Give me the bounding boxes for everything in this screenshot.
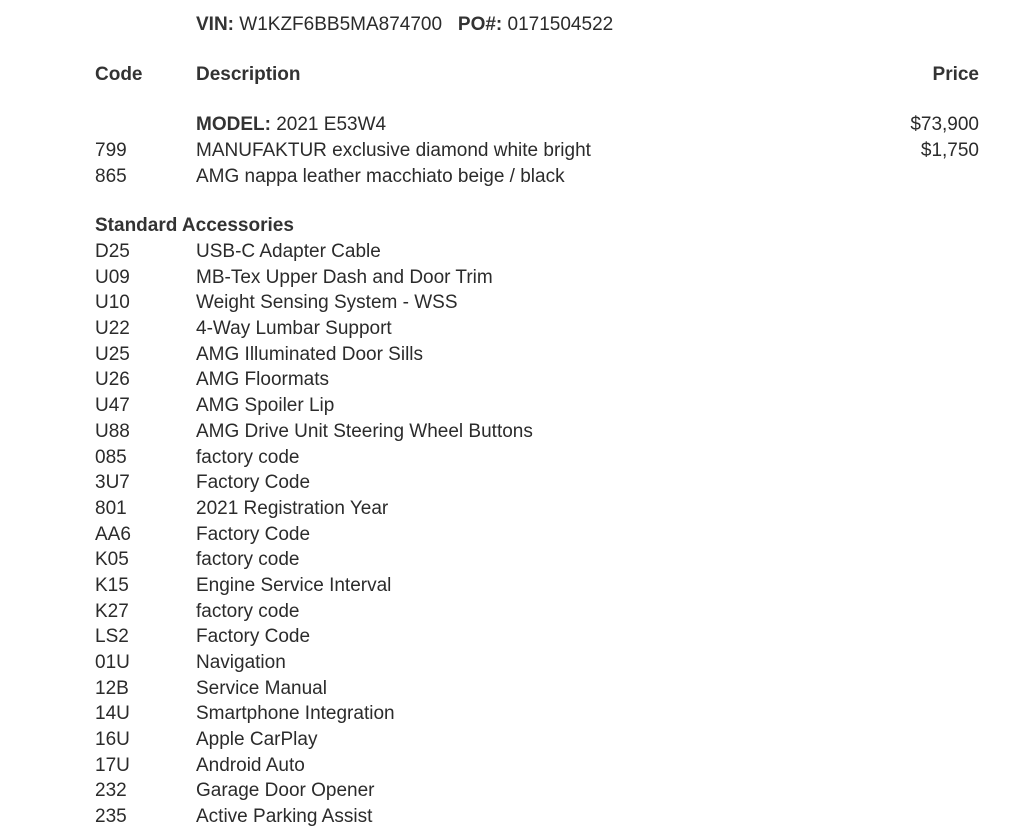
list-item xyxy=(0,729,1024,755)
list-item xyxy=(0,447,1024,473)
list-item xyxy=(0,524,1024,550)
vin-po-line xyxy=(196,14,613,36)
column-header-description: Description xyxy=(196,64,301,85)
list-item xyxy=(0,267,1024,293)
accessory-description: 4-Way Lumbar Support xyxy=(196,318,392,340)
option-description: AMG nappa leather macchiato beige / black xyxy=(196,166,565,187)
list-item xyxy=(0,652,1024,678)
accessory-code: 16U xyxy=(95,729,130,751)
accessory-code: K27 xyxy=(95,600,129,622)
list-item xyxy=(0,344,1024,370)
po-value: 0171504522 xyxy=(507,14,614,35)
list-item xyxy=(0,703,1024,729)
accessory-code: 3U7 xyxy=(95,472,130,494)
list-item xyxy=(0,806,1024,832)
option-row xyxy=(0,140,1024,166)
option-code: 865 xyxy=(95,166,127,187)
accessory-code: AA6 xyxy=(95,523,131,545)
accessory-description: USB-C Adapter Cable xyxy=(196,241,381,262)
accessory-code: U47 xyxy=(95,395,130,417)
accessory-description: factory code xyxy=(196,600,300,622)
accessory-description: Service Manual xyxy=(196,677,327,699)
accessory-description: Smartphone Integration xyxy=(196,703,395,725)
list-item xyxy=(0,755,1024,781)
accessory-code: K15 xyxy=(95,574,129,596)
list-item xyxy=(0,472,1024,498)
model-price: $73,900 xyxy=(910,114,979,135)
list-item xyxy=(0,780,1024,806)
model-label: MODEL: xyxy=(196,114,271,135)
accessory-code: U26 xyxy=(95,369,130,391)
accessory-code: U88 xyxy=(95,420,130,442)
accessory-description: Active Parking Assist xyxy=(196,806,373,828)
accessory-code: 14U xyxy=(95,703,130,725)
model-row xyxy=(0,114,1024,140)
accessory-code: D25 xyxy=(95,241,130,262)
option-code: 799 xyxy=(95,140,127,161)
list-item xyxy=(0,549,1024,575)
list-item xyxy=(0,241,1024,267)
list-item xyxy=(0,369,1024,395)
accessory-description: Engine Service Interval xyxy=(196,574,392,596)
column-header-price: Price xyxy=(932,64,979,85)
accessory-description: AMG Drive Unit Steering Wheel Buttons xyxy=(196,420,533,442)
accessory-description: Factory Code xyxy=(196,523,311,545)
option-description: MANUFAKTUR exclusive diamond white bright xyxy=(196,140,591,161)
standard-accessories-list xyxy=(0,241,1024,832)
list-item xyxy=(0,626,1024,652)
accessory-description: AMG Floormats xyxy=(196,369,330,391)
accessory-description: Factory Code xyxy=(196,472,311,494)
accessory-description: factory code xyxy=(196,446,300,468)
accessory-description: MB-Tex Upper Dash and Door Trim xyxy=(196,266,493,288)
list-item xyxy=(0,395,1024,421)
list-item xyxy=(0,678,1024,704)
accessory-description: Navigation xyxy=(196,652,286,673)
accessory-description: AMG Spoiler Lip xyxy=(196,395,335,417)
vin-label: VIN: xyxy=(196,14,234,35)
list-item xyxy=(0,292,1024,318)
list-item xyxy=(0,318,1024,344)
accessory-code: 232 xyxy=(95,780,127,802)
standard-accessories-title: Standard Accessories xyxy=(95,215,294,236)
accessory-code: LS2 xyxy=(95,626,129,648)
accessory-code: 17U xyxy=(95,754,130,776)
accessory-code: 235 xyxy=(95,806,127,828)
po-label: PO#: xyxy=(457,14,503,35)
accessory-code: 801 xyxy=(95,497,127,519)
accessory-description: 2021 Registration Year xyxy=(196,497,389,519)
accessory-description: Android Auto xyxy=(196,754,305,776)
accessory-description: Weight Sensing System - WSS xyxy=(196,292,458,314)
accessory-description: Garage Door Opener xyxy=(196,780,375,802)
column-header-code: Code xyxy=(95,64,143,85)
accessory-code: U22 xyxy=(95,318,130,340)
list-item xyxy=(0,498,1024,524)
accessory-code: U10 xyxy=(95,292,130,314)
accessory-description: Factory Code xyxy=(196,626,311,648)
accessory-code: U09 xyxy=(95,266,130,288)
accessory-code: 01U xyxy=(95,652,130,673)
accessory-code: 085 xyxy=(95,446,127,468)
accessory-code: 12B xyxy=(95,677,129,699)
vin-value: W1KZF6BB5MA874700 xyxy=(239,14,443,35)
list-item xyxy=(0,421,1024,447)
list-item xyxy=(0,575,1024,601)
accessory-description: AMG Illuminated Door Sills xyxy=(196,343,424,365)
accessory-description: factory code xyxy=(196,549,300,571)
model-value: 2021 E53W4 xyxy=(276,114,387,135)
option-row xyxy=(0,166,1024,192)
list-item xyxy=(0,601,1024,627)
accessory-code: K05 xyxy=(95,549,129,571)
model-description xyxy=(196,114,386,136)
option-price: $1,750 xyxy=(920,140,979,161)
accessory-code: U25 xyxy=(95,343,130,365)
accessory-description: Apple CarPlay xyxy=(196,729,318,751)
